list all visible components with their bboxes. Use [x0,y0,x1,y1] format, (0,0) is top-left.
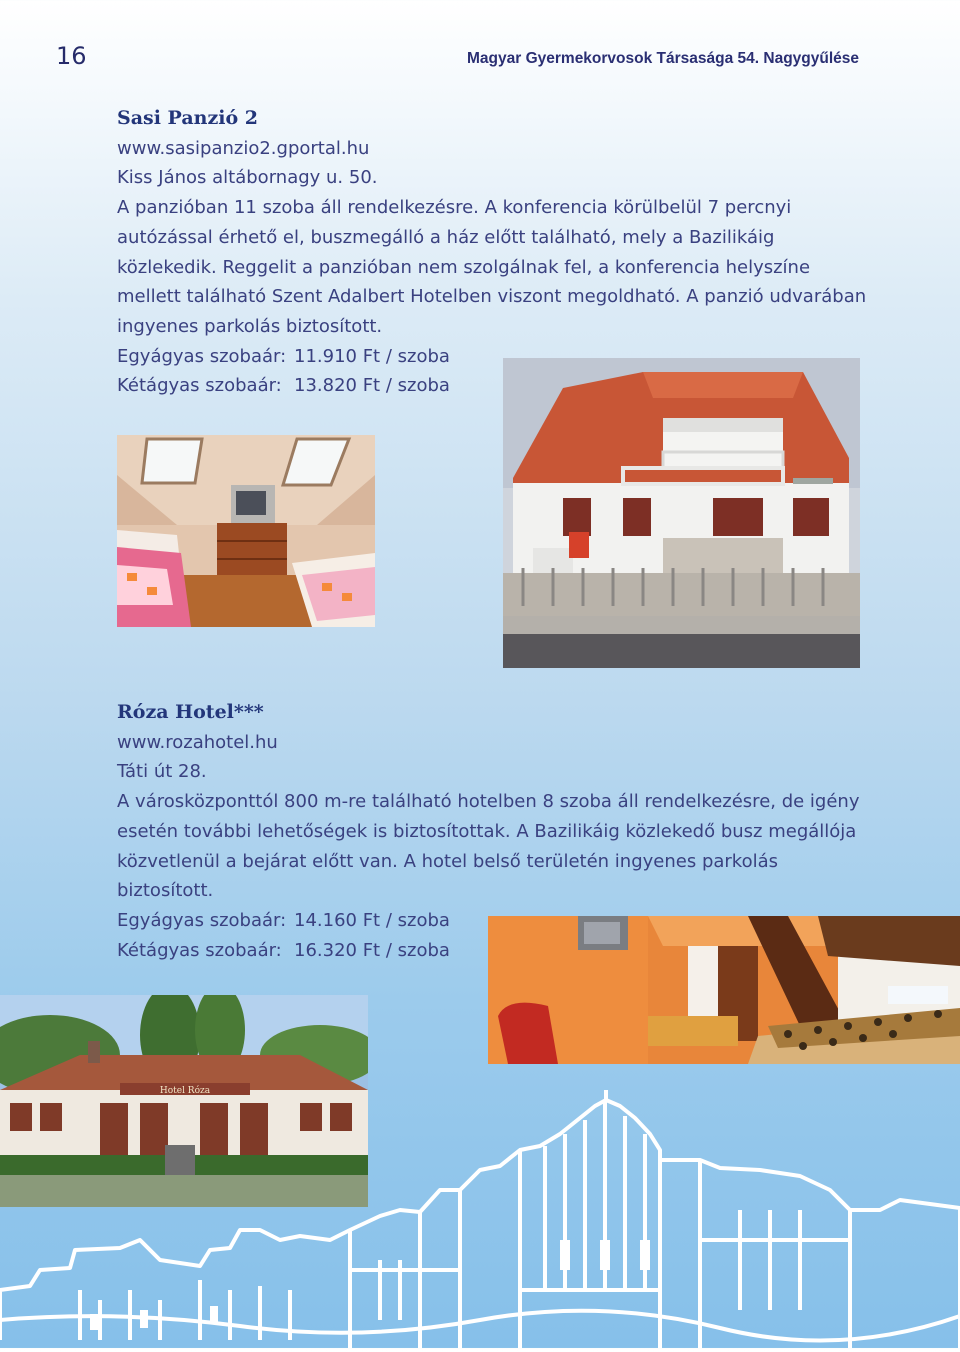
sasi-title: Sasi Panzió 2 [117,107,258,129]
roza-single-label: Egyágyas szobaár: [117,909,287,931]
sasi-description: A panzióban 11 szoba áll rendelkezésre. A konferencia körülbelül 7 percnyi autózással érhető el, buszmegálló a ház előtt található, mely a Bazilikáig közlekedik. Reggelit a panzióban nem szolgálnak fel, a konferencia helyszíne mellett található Szent Adalbert Hotelben viszont megoldható. A panzió udvarában ingyenes parkolás biztosított. [117,197,867,337]
sasi-url[interactable]: www.sasipanzio2.gportal.hu [117,137,370,159]
roza-double-price: 16.320 Ft / szoba [294,939,450,961]
roza-address: Táti út 28. [117,761,207,783]
sasi-double-price: 13.820 Ft / szoba [294,375,450,397]
sasi-address: Kiss János altábornagy u. 50. [117,167,378,189]
sasi-single-price: 11.910 Ft / szoba [294,345,450,367]
sasi-panzio-section [117,104,877,401]
sasi-building-photo [503,358,860,668]
roza-title: Róza Hotel*** [117,701,264,723]
sasi-single-label: Egyágyas szobaár: [117,345,287,367]
esztergom-skyline-decoration [0,1090,960,1348]
roza-url[interactable]: www.rozahotel.hu [117,731,278,753]
sasi-double-label: Kétágyas szobaár: [117,375,282,397]
roza-room-photo [488,916,960,1064]
running-header: Magyar Gyermekorvosok Társasága 54. Nagygyűlése [467,50,860,67]
roza-single-price: 14.160 Ft / szoba [294,909,450,931]
roza-hotel-sign: Hotel Róza [159,1086,211,1096]
roza-description: A városközponttól 800 m-re található hotelben 8 szoba áll rendelkezésre, de igény esetén további lehetőségek is biztosítottak. A Bazilikáig közlekedő busz megállója közvetlenül a bejárat előtt van. A hotel belső területén ingyenes parkolás biztosított. [117,791,860,902]
roza-double-label: Kétágyas szobaár: [117,939,282,961]
sasi-bedroom-photo [117,435,375,627]
page-number: 16 [56,42,87,70]
